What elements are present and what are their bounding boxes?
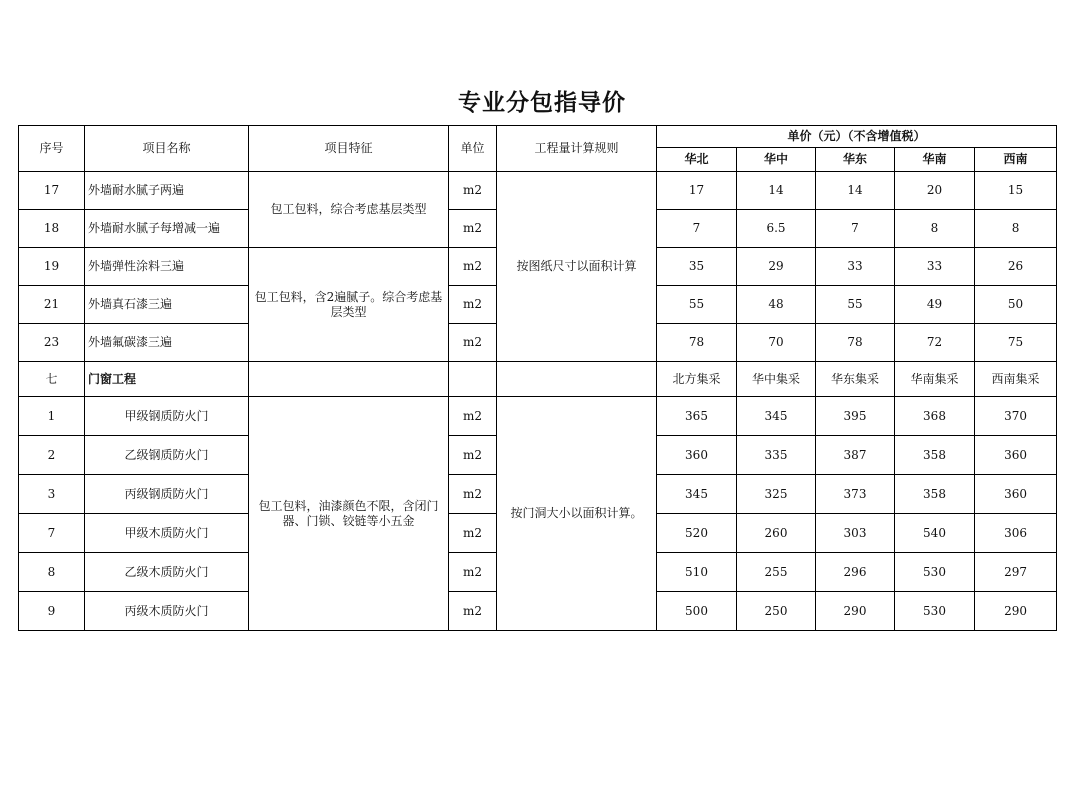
price-cell: 29 <box>737 248 816 286</box>
price-cell: 345 <box>657 475 737 514</box>
price-cell: 70 <box>737 324 816 362</box>
price-cell: 33 <box>895 248 975 286</box>
row-name: 甲级钢质防火门 <box>85 397 249 436</box>
row-feature: 包工包料，含2遍腻子。综合考虑基层类型 <box>249 248 449 362</box>
section-name: 门窗工程 <box>85 362 249 397</box>
price-cell: 75 <box>975 324 1057 362</box>
price-cell: 360 <box>975 475 1057 514</box>
section-region-central: 华中集采 <box>737 362 816 397</box>
price-cell: 500 <box>657 592 737 631</box>
row-name: 外墙真石漆三遍 <box>85 286 249 324</box>
section-seq: 七 <box>19 362 85 397</box>
price-cell: 325 <box>737 475 816 514</box>
row-name: 乙级木质防火门 <box>85 553 249 592</box>
price-cell: 49 <box>895 286 975 324</box>
header-region-south: 华南 <box>895 148 975 172</box>
row-name: 外墙氟碳漆三遍 <box>85 324 249 362</box>
price-cell: 55 <box>657 286 737 324</box>
price-cell: 26 <box>975 248 1057 286</box>
price-cell: 306 <box>975 514 1057 553</box>
header-name: 项目名称 <box>85 126 249 172</box>
section-row <box>19 362 1057 397</box>
row-rule: 按门洞大小以面积计算。 <box>497 397 657 631</box>
table-row <box>19 172 1057 210</box>
price-cell: 72 <box>895 324 975 362</box>
row-seq: 8 <box>19 553 85 592</box>
price-cell: 540 <box>895 514 975 553</box>
section-region-south: 华南集采 <box>895 362 975 397</box>
price-cell: 365 <box>657 397 737 436</box>
price-cell: 250 <box>737 592 816 631</box>
price-cell: 50 <box>975 286 1057 324</box>
row-unit: m2 <box>449 436 497 475</box>
row-unit: m2 <box>449 397 497 436</box>
row-seq: 2 <box>19 436 85 475</box>
row-unit: m2 <box>449 210 497 248</box>
header-region-central: 华中 <box>737 148 816 172</box>
row-unit: m2 <box>449 248 497 286</box>
row-seq: 21 <box>19 286 85 324</box>
section-region-southwest: 西南集采 <box>975 362 1057 397</box>
price-cell: 55 <box>816 286 895 324</box>
price-cell: 303 <box>816 514 895 553</box>
row-seq: 17 <box>19 172 85 210</box>
row-unit: m2 <box>449 324 497 362</box>
row-unit: m2 <box>449 172 497 210</box>
price-cell: 530 <box>895 553 975 592</box>
price-cell: 7 <box>657 210 737 248</box>
row-unit: m2 <box>449 286 497 324</box>
row-seq: 9 <box>19 592 85 631</box>
price-cell: 14 <box>737 172 816 210</box>
row-seq: 18 <box>19 210 85 248</box>
price-cell: 368 <box>895 397 975 436</box>
price-cell: 345 <box>737 397 816 436</box>
price-cell: 260 <box>737 514 816 553</box>
price-cell: 370 <box>975 397 1057 436</box>
price-cell: 297 <box>975 553 1057 592</box>
row-seq: 23 <box>19 324 85 362</box>
row-unit: m2 <box>449 475 497 514</box>
header-price-group: 单价（元）（不含增值税） <box>657 126 1057 148</box>
price-cell: 48 <box>737 286 816 324</box>
row-name: 甲级木质防火门 <box>85 514 249 553</box>
price-cell: 15 <box>975 172 1057 210</box>
empty-cell <box>449 362 497 397</box>
row-seq: 19 <box>19 248 85 286</box>
price-cell: 395 <box>816 397 895 436</box>
price-cell: 335 <box>737 436 816 475</box>
page-title: 专业分包指导价 <box>458 90 626 116</box>
header-row <box>19 126 1057 148</box>
price-cell: 8 <box>895 210 975 248</box>
price-cell: 6.5 <box>737 210 816 248</box>
price-cell: 78 <box>657 324 737 362</box>
price-cell: 33 <box>816 248 895 286</box>
price-cell: 373 <box>816 475 895 514</box>
price-cell: 358 <box>895 475 975 514</box>
table-row <box>19 397 1057 436</box>
row-name: 乙级钢质防火门 <box>85 436 249 475</box>
row-name: 外墙耐水腻子两遍 <box>85 172 249 210</box>
header-region-east: 华东 <box>816 148 895 172</box>
row-name: 丙级木质防火门 <box>85 592 249 631</box>
price-cell: 510 <box>657 553 737 592</box>
header-region-north: 华北 <box>657 148 737 172</box>
price-cell: 360 <box>975 436 1057 475</box>
price-cell: 8 <box>975 210 1057 248</box>
price-cell: 14 <box>816 172 895 210</box>
row-seq: 7 <box>19 514 85 553</box>
row-name: 外墙弹性涂料三遍 <box>85 248 249 286</box>
row-rule: 按图纸尺寸以面积计算 <box>497 172 657 362</box>
price-cell: 255 <box>737 553 816 592</box>
price-cell: 530 <box>895 592 975 631</box>
price-cell: 296 <box>816 553 895 592</box>
row-feature: 包工包料，油漆颜色不限，含闭门器、门锁、铰链等小五金 <box>249 397 449 631</box>
row-name: 丙级钢质防火门 <box>85 475 249 514</box>
price-cell: 290 <box>816 592 895 631</box>
price-cell: 78 <box>816 324 895 362</box>
header-rule: 工程量计算规则 <box>497 126 657 172</box>
price-cell: 7 <box>816 210 895 248</box>
header-feature: 项目特征 <box>249 126 449 172</box>
row-feature: 包工包料，综合考虑基层类型 <box>249 172 449 248</box>
header-unit: 单位 <box>449 126 497 172</box>
price-cell: 358 <box>895 436 975 475</box>
empty-cell <box>497 362 657 397</box>
price-table <box>18 125 1057 631</box>
header-region-southwest: 西南 <box>975 148 1057 172</box>
price-cell: 20 <box>895 172 975 210</box>
price-cell: 35 <box>657 248 737 286</box>
row-unit: m2 <box>449 514 497 553</box>
row-unit: m2 <box>449 553 497 592</box>
row-seq: 3 <box>19 475 85 514</box>
section-region-north: 北方集采 <box>657 362 737 397</box>
price-cell: 290 <box>975 592 1057 631</box>
section-region-east: 华东集采 <box>816 362 895 397</box>
empty-cell <box>249 362 449 397</box>
row-seq: 1 <box>19 397 85 436</box>
row-unit: m2 <box>449 592 497 631</box>
price-cell: 387 <box>816 436 895 475</box>
row-name: 外墙耐水腻子每增减一遍 <box>85 210 249 248</box>
header-seq: 序号 <box>19 126 85 172</box>
price-cell: 520 <box>657 514 737 553</box>
price-cell: 360 <box>657 436 737 475</box>
price-cell: 17 <box>657 172 737 210</box>
